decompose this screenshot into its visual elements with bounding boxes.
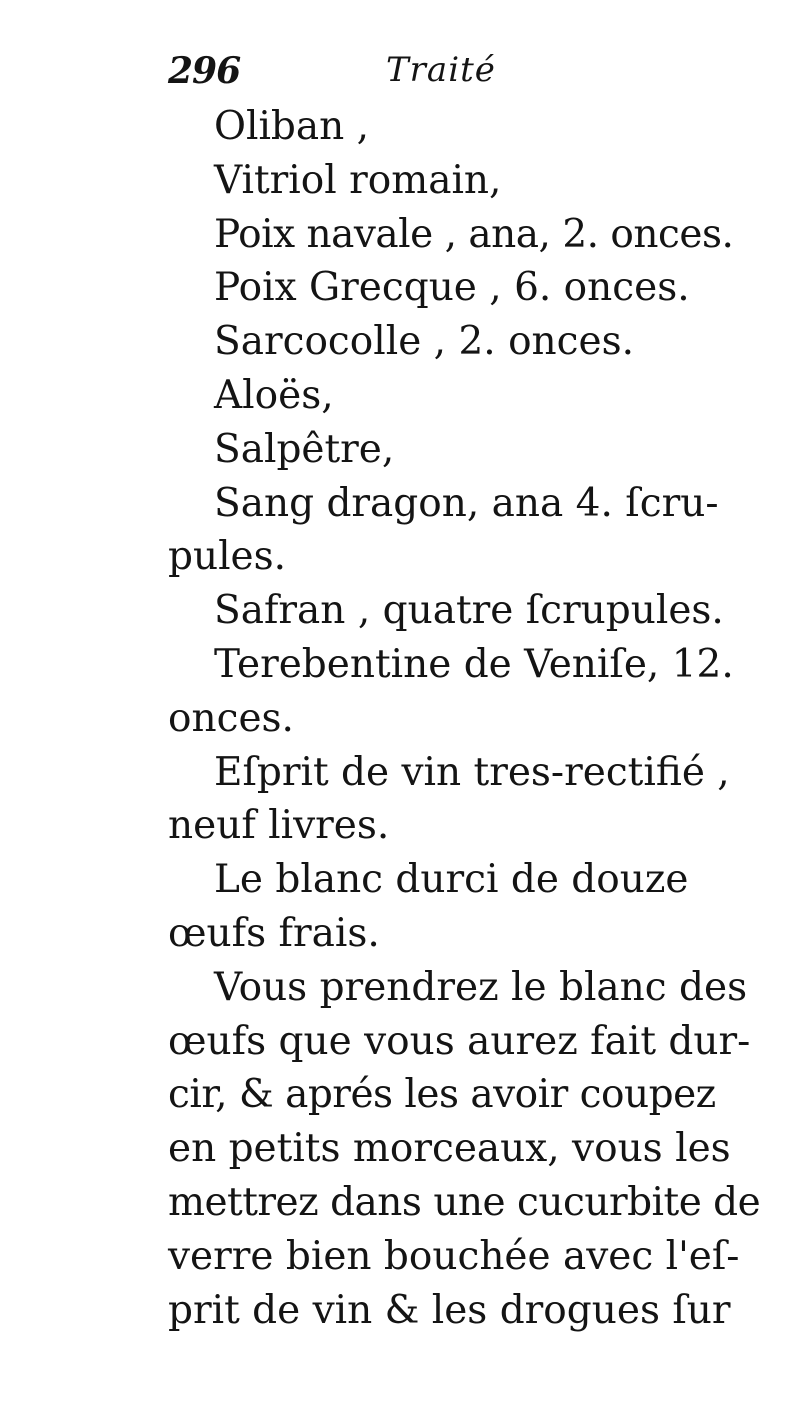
text-line: Aloës, — [214, 372, 334, 418]
text-line: Vous prendrez le blanc des — [214, 964, 748, 1010]
text-line: œufs que vous aurez fait dur- — [168, 1018, 751, 1064]
text-line: Poix Grecque , 6. onces. — [214, 265, 690, 311]
text-line: cir, & aprés les avoir coupez — [168, 1072, 716, 1118]
text-line: onces. — [168, 695, 294, 741]
text-line: verre bien bouchée avec l'eſ- — [168, 1233, 740, 1279]
text-line: Poix navale , ana, 2. onces. — [214, 211, 734, 257]
text-line: Terebentine de Veniſe, 12. — [214, 641, 734, 687]
text-line: Eſprit de vin tres-rectifié , — [214, 749, 730, 795]
text-line: mettrez dans une cucurbite de — [168, 1179, 761, 1225]
page-number: 296 — [168, 50, 241, 92]
running-title: Traité — [386, 50, 496, 90]
text-line: Sang dragon, ana 4. ſcru- — [214, 480, 719, 526]
text-line: prit de vin & les drogues ſur — [168, 1287, 731, 1333]
text-line: Oliban , — [214, 104, 370, 149]
text-line: en petits morceaux, vous les — [168, 1126, 731, 1172]
text-line: œufs frais. — [168, 910, 380, 956]
text-line: Safran , quatre ſcrupules. — [214, 588, 724, 634]
page-header — [168, 46, 708, 106]
text-line: Sarcocolle , 2. onces. — [214, 319, 635, 365]
text-line: pules. — [168, 534, 287, 580]
text-line: Vitriol romain, — [214, 157, 502, 203]
text-line: Le blanc durci de douze — [214, 857, 689, 903]
body-text — [168, 100, 761, 1337]
text-line: Salpêtre, — [214, 426, 395, 472]
text-line: neuf livres. — [168, 803, 390, 849]
